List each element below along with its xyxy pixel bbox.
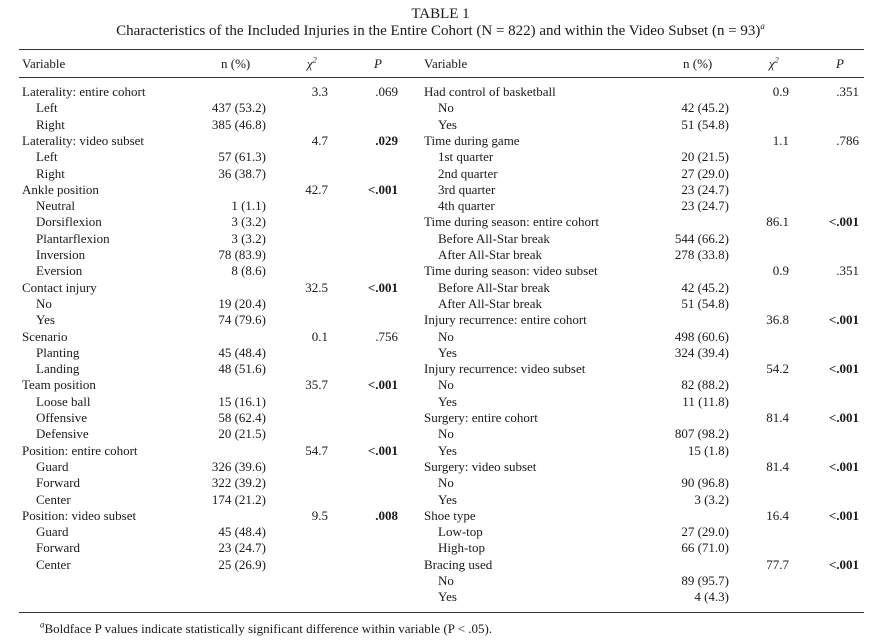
right-variable-cell: Before All-Star break — [438, 230, 550, 246]
right-header-variable: Variable — [424, 56, 468, 71]
right-n-cell: 51 (54.8) — [681, 295, 729, 311]
table-row — [0, 133, 881, 149]
table-row — [0, 280, 881, 296]
right-n-cell: 23 (24.7) — [681, 181, 729, 197]
left-n-cell: 20 (21.5) — [218, 426, 266, 442]
left-variable-cell: Guard — [36, 524, 69, 540]
right-variable-cell: Surgery: entire cohort — [424, 410, 538, 425]
right-n-cell: 498 (60.6) — [674, 328, 729, 344]
right-n-cell: 23 (24.7) — [681, 198, 729, 214]
left-variable-cell: Forward — [36, 540, 81, 556]
right-variable-cell: Time during season: video subset — [424, 263, 598, 279]
right-n-cell: 4 (4.3) — [694, 589, 729, 605]
left-variable-cell: Left — [36, 149, 58, 165]
left-variable-cell: Contact injury — [22, 279, 97, 295]
right-p-cell: <.001 — [828, 507, 859, 523]
right-variable-cell: Time during season: entire cohort — [424, 214, 599, 230]
right-variable-cell: 3rd quarter — [438, 181, 496, 197]
right-variable-cell: No — [438, 426, 454, 442]
right-p-cell: <.001 — [828, 410, 859, 425]
left-p-cell: .029 — [375, 132, 398, 148]
table-row — [0, 100, 881, 116]
left-p-cell: <.001 — [367, 377, 398, 393]
left-variable-cell: Inversion — [36, 247, 86, 262]
left-n-cell: 78 (83.9) — [218, 247, 266, 262]
left-variable-cell: Loose ball — [36, 393, 91, 409]
footnote-text: Boldface P values indicate statistically significant difference within variable (P < .05). — [44, 621, 493, 636]
table-row — [0, 329, 881, 345]
right-n-cell: 51 (54.8) — [681, 116, 729, 132]
right-variable-cell: No — [438, 328, 454, 344]
right-n-cell: 42 (45.2) — [681, 100, 729, 116]
table-row — [0, 312, 881, 328]
left-p-cell: <.001 — [367, 442, 398, 458]
left-p-cell: .069 — [375, 84, 398, 99]
table-row — [0, 524, 881, 540]
right-variable-cell: Had control of basketball — [424, 84, 556, 99]
left-variable-cell: Landing — [36, 361, 80, 377]
right-p-cell: <.001 — [828, 214, 859, 230]
right-variable-cell: No — [438, 475, 454, 491]
left-variable-cell: Left — [36, 100, 58, 116]
right-chi-cell: 16.4 — [766, 507, 789, 523]
right-chi-cell: 1.1 — [772, 132, 789, 148]
table-row — [0, 361, 881, 377]
header-rule — [19, 77, 864, 78]
table-row — [0, 475, 881, 491]
left-n-cell: 48 (51.6) — [218, 361, 266, 377]
left-chi-cell: 0.1 — [311, 328, 328, 344]
caption-text: Characteristics of the Included Injuries in the Entire Cohort (N = 822) and within the Video Subset (n = 93) — [116, 23, 761, 39]
right-header-chi-sup: 2 — [774, 55, 779, 65]
table-row — [0, 231, 881, 247]
left-variable-cell: Ankle position — [22, 181, 99, 197]
left-variable-cell: Guard — [36, 458, 69, 474]
table-row — [0, 426, 881, 442]
right-n-cell: 807 (98.2) — [674, 426, 729, 442]
table-row — [0, 247, 881, 263]
right-n-cell: 66 (71.0) — [681, 540, 729, 556]
right-variable-cell: Yes — [438, 116, 457, 132]
table-row — [0, 345, 881, 361]
right-variable-cell: Yes — [438, 393, 457, 409]
right-p-cell: <.001 — [828, 556, 859, 572]
right-variable-cell: Shoe type — [424, 507, 476, 523]
right-n-cell: 42 (45.2) — [681, 279, 729, 295]
left-n-cell: 74 (79.6) — [218, 312, 266, 328]
footnote-mark: a — [40, 619, 45, 630]
left-chi-cell: 42.7 — [305, 181, 328, 197]
right-header-p: P — [836, 56, 844, 71]
left-variable-cell: Neutral — [36, 198, 75, 214]
left-variable-cell: Defensive — [36, 426, 89, 442]
right-p-cell: <.001 — [828, 458, 859, 474]
table-caption — [0, 22, 881, 40]
left-header-variable: Variable — [22, 56, 66, 71]
right-p-cell: .786 — [836, 132, 859, 148]
right-variable-cell: 4th quarter — [438, 198, 495, 214]
right-n-cell: 90 (96.8) — [681, 475, 729, 491]
right-n-cell: 27 (29.0) — [681, 165, 729, 181]
left-chi-cell: 32.5 — [305, 279, 328, 295]
right-variable-cell: Injury recurrence: video subset — [424, 361, 586, 377]
right-variable-cell: Yes — [438, 442, 457, 458]
left-n-cell: 385 (46.8) — [211, 116, 266, 132]
right-variable-cell: Low-top — [438, 524, 483, 540]
table-row — [0, 573, 881, 589]
right-p-cell: <.001 — [828, 361, 859, 377]
left-n-cell: 45 (48.4) — [218, 524, 266, 540]
left-variable-cell: Right — [36, 116, 65, 132]
right-variable-cell: Yes — [438, 491, 457, 507]
table-row — [0, 589, 881, 605]
right-n-cell: 20 (21.5) — [681, 149, 729, 165]
table-row — [0, 149, 881, 165]
right-variable-cell: No — [438, 573, 454, 588]
table-row — [0, 84, 881, 100]
table-row — [0, 166, 881, 182]
right-chi-cell: 86.1 — [766, 214, 789, 230]
right-variable-cell: Surgery: video subset — [424, 458, 537, 474]
table-row — [0, 443, 881, 459]
table-row — [0, 377, 881, 393]
right-p-cell: <.001 — [828, 312, 859, 328]
left-p-cell: .008 — [375, 507, 398, 523]
left-n-cell: 45 (48.4) — [218, 344, 266, 360]
left-n-cell: 326 (39.6) — [211, 458, 266, 474]
caption-footnote-mark: a — [760, 21, 765, 31]
right-variable-cell: No — [438, 377, 454, 393]
left-n-cell: 3 (3.2) — [231, 230, 266, 246]
right-variable-cell: Yes — [438, 344, 457, 360]
left-n-cell: 23 (24.7) — [218, 540, 266, 556]
left-p-cell: <.001 — [367, 181, 398, 197]
left-variable-cell: Team position — [22, 377, 96, 393]
left-variable-cell: Planting — [36, 344, 80, 360]
right-variable-cell: Time during game — [424, 132, 520, 148]
top-rule — [19, 49, 864, 50]
left-variable-cell: Offensive — [36, 410, 88, 425]
right-p-cell: .351 — [836, 263, 859, 279]
right-variable-cell: 1st quarter — [438, 149, 494, 165]
left-n-cell: 174 (21.2) — [211, 491, 266, 507]
table-row — [0, 410, 881, 426]
right-n-cell: 15 (1.8) — [687, 442, 729, 458]
right-variable-cell: 2nd quarter — [438, 165, 498, 181]
table-row — [0, 117, 881, 133]
left-chi-cell: 3.3 — [311, 84, 328, 99]
table-row — [0, 557, 881, 573]
left-chi-cell: 9.5 — [311, 507, 328, 523]
right-chi-cell: 0.9 — [772, 84, 789, 99]
right-n-cell: 89 (95.7) — [681, 573, 729, 588]
left-header-p: P — [374, 56, 382, 71]
left-variable-cell: Laterality: video subset — [22, 132, 145, 148]
right-n-cell: 82 (88.2) — [681, 377, 729, 393]
left-n-cell: 437 (53.2) — [211, 100, 266, 116]
table-row — [0, 214, 881, 230]
left-header-chi-sup: 2 — [312, 55, 317, 65]
left-variable-cell: Dorsiflexion — [36, 214, 102, 230]
left-n-cell: 322 (39.2) — [211, 475, 266, 491]
left-n-cell: 8 (8.6) — [231, 263, 266, 279]
right-variable-cell: High-top — [438, 540, 485, 556]
left-variable-cell: Eversion — [36, 263, 83, 279]
left-n-cell: 25 (26.9) — [218, 556, 266, 572]
right-variable-cell: Bracing used — [424, 556, 493, 572]
right-n-cell: 324 (39.4) — [674, 344, 729, 360]
left-n-cell: 15 (16.1) — [218, 393, 266, 409]
left-n-cell: 36 (38.7) — [218, 165, 266, 181]
right-variable-cell: Injury recurrence: entire cohort — [424, 312, 587, 328]
table-row — [0, 459, 881, 475]
left-variable-cell: Position: video subset — [22, 507, 137, 523]
right-header-chi — [769, 56, 779, 72]
right-n-cell: 278 (33.8) — [674, 247, 729, 262]
left-n-cell: 3 (3.2) — [231, 214, 266, 230]
left-variable-cell: Laterality: entire cohort — [22, 84, 146, 99]
right-variable-cell: Yes — [438, 589, 457, 605]
table-row — [0, 508, 881, 524]
left-variable-cell: Plantarflexion — [36, 230, 110, 246]
right-variable-cell: No — [438, 100, 454, 116]
right-variable-cell: After All-Star break — [438, 295, 542, 311]
table-row — [0, 540, 881, 556]
bottom-rule — [19, 612, 864, 613]
right-chi-cell: 81.4 — [766, 410, 789, 425]
right-chi-cell: 77.7 — [766, 556, 789, 572]
left-p-cell: <.001 — [367, 279, 398, 295]
right-n-cell: 3 (3.2) — [694, 491, 729, 507]
table-row — [0, 394, 881, 410]
right-header-chi-symbol: χ — [769, 56, 775, 71]
right-chi-cell: 36.8 — [766, 312, 789, 328]
table-row — [0, 198, 881, 214]
left-variable-cell: Yes — [36, 312, 55, 328]
left-header-n: n (%) — [221, 56, 251, 71]
left-chi-cell: 4.7 — [311, 132, 328, 148]
left-variable-cell: Forward — [36, 475, 81, 491]
left-n-cell: 57 (61.3) — [218, 149, 266, 165]
left-variable-cell: Scenario — [22, 328, 68, 344]
left-variable-cell: Position: entire cohort — [22, 442, 138, 458]
left-n-cell: 1 (1.1) — [231, 198, 266, 214]
left-variable-cell: Center — [36, 491, 71, 507]
right-variable-cell: After All-Star break — [438, 247, 542, 262]
left-variable-cell: No — [36, 295, 52, 311]
right-n-cell: 27 (29.0) — [681, 524, 729, 540]
left-chi-cell: 35.7 — [305, 377, 328, 393]
left-variable-cell: Center — [36, 556, 71, 572]
table-row — [0, 182, 881, 198]
right-chi-cell: 0.9 — [772, 263, 789, 279]
left-variable-cell: Right — [36, 165, 65, 181]
right-variable-cell: Before All-Star break — [438, 279, 550, 295]
table-row — [0, 492, 881, 508]
left-n-cell: 58 (62.4) — [218, 410, 266, 425]
left-n-cell: 19 (20.4) — [218, 295, 266, 311]
left-header-chi — [307, 56, 317, 72]
left-header-chi-symbol: χ — [307, 56, 313, 71]
right-header-n: n (%) — [683, 56, 713, 71]
table-label: TABLE 1 — [411, 6, 470, 22]
left-chi-cell: 54.7 — [305, 442, 328, 458]
table-row — [0, 263, 881, 279]
right-p-cell: .351 — [836, 84, 859, 99]
right-n-cell: 544 (66.2) — [674, 230, 729, 246]
left-p-cell: .756 — [375, 328, 398, 344]
right-chi-cell: 81.4 — [766, 458, 789, 474]
right-chi-cell: 54.2 — [766, 361, 789, 377]
footnote — [40, 621, 492, 637]
table-row — [0, 296, 881, 312]
right-n-cell: 11 (11.8) — [682, 393, 729, 409]
